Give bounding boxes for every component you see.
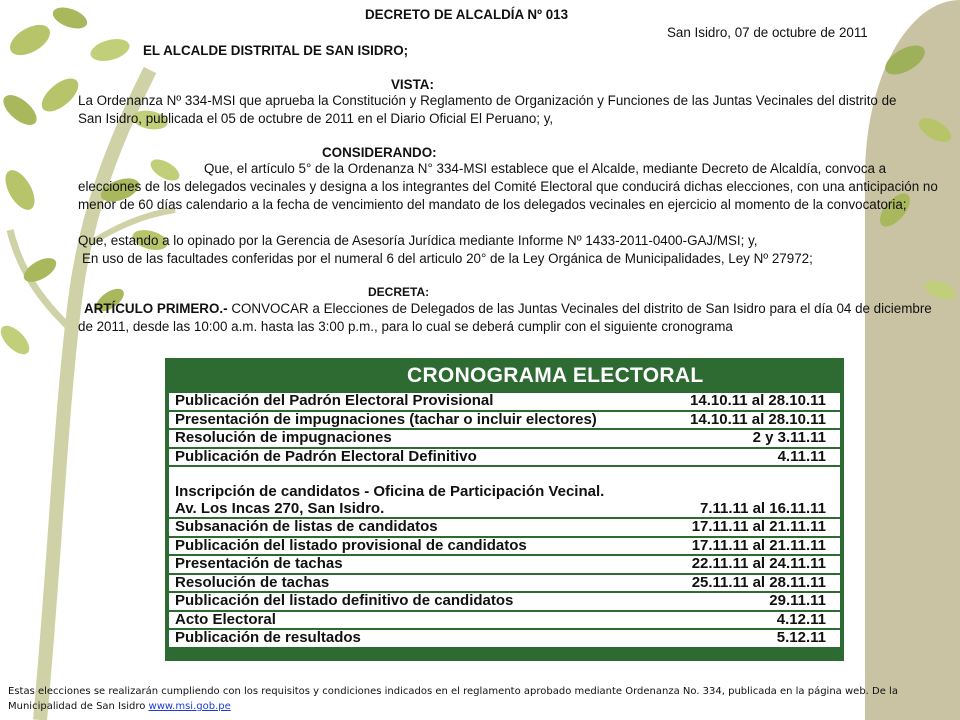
table-row: Publicación de resultados 5.12.11 bbox=[169, 630, 840, 647]
website-link[interactable]: www.msi.gob.pe bbox=[148, 701, 231, 712]
article-label: ARTÍCULO PRIMERO.- bbox=[84, 301, 228, 316]
table-row: Subsanación de listas de candidatos 17.11.11 al 21.11.11 bbox=[169, 519, 840, 536]
footer-text: Estas elecciones se realizarán cumpliendo con los requisitos y condiciones indicados en el reglamento aprobado mediante Ordenanza No. 334, publicada en la página web. De la Municipalidad de San Isidro bbox=[8, 686, 898, 712]
considerando-1: Que, el artículo 5° de la Ordenanza N° 334-MSI establece que el Alcalde, mediante Decreto de Alcaldía, convoca a elecciones de los delegados vecinales y designa a los integrantes del Comité Electoral que conducirá dichas elecciones, con una anticipación no menor de 60 días calendario a la fecha de vencimiento del mandato de los delegados vecinales en ejercicio al momento de la convocatoria; bbox=[78, 161, 938, 212]
schedule-title: CRONOGRAMA ELECTORAL bbox=[407, 364, 704, 387]
vista-text: La Ordenanza Nº 334-MSI que aprueba la Constitución y Reglamento de Organización y Funciones de las Juntas Vecinales del distrito de San Isidro, publicada el 05 de octubre de 2011 en el Diario Oficial El Peruano; y, bbox=[78, 93, 897, 126]
footer-note bbox=[8, 684, 953, 714]
article-text: CONVOCAR a Elecciones de Delegados de las Juntas Vecinales del distrito de San Isidro para el día 04 de diciembre de 2011, desde las 10:00 a.m. hasta las 3:00 p.m., para lo cual se deberá cumplir con el siguiente cronograma bbox=[78, 301, 932, 334]
article-one bbox=[78, 300, 944, 336]
considerando-2: Que, estando a lo opinado por la Gerencia de Asesoría Jurídica mediante Informe Nº 1433-2011-0400-GAJ/MSI; y, bbox=[78, 233, 758, 248]
table-row: Resolución de impugnaciones 2 y 3.11.11 bbox=[169, 430, 840, 447]
vista-heading: VISTA: bbox=[391, 77, 434, 92]
table-row: Publicación del listado provisional de candidatos 17.11.11 al 21.11.11 bbox=[169, 538, 840, 555]
table-row: Presentación de tachas 22.11.11 al 24.11.11 bbox=[169, 556, 840, 573]
table-row: Publicación del listado definitivo de candidatos 29.11.11 bbox=[169, 593, 840, 610]
considerando-3: En uso de las facultades conferidas por el numeral 6 del articulo 20° de la Ley Orgánica de Municipalidades, Ley Nº 27972; bbox=[82, 251, 813, 266]
table-row: Presentación de impugnaciones (tachar o incluir electores) 14.10.11 al 28.10.11 bbox=[169, 412, 840, 429]
authority: EL ALCALDE DISTRITAL DE SAN ISIDRO; bbox=[143, 43, 409, 58]
place-date: San Isidro, 07 de octubre de 2011 bbox=[667, 25, 868, 40]
table-row: Acto Electoral 4.12.11 bbox=[169, 612, 840, 629]
table-row: Inscripción de candidatos - Oficina de Participación Vecinal. Av. Los Incas 270, San Isidro. 7.11.11 al 16.11.11 bbox=[169, 467, 840, 517]
table-row: Resolución de tachas 25.11.11 al 28.11.11 bbox=[169, 575, 840, 592]
table-row: Publicación de Padrón Electoral Definitivo 4.11.11 bbox=[169, 449, 840, 466]
table-row: Publicación del Padrón Electoral Provisional 14.10.11 al 28.10.11 bbox=[169, 393, 840, 410]
decree-title: DECRETO DE ALCALDÍA Nº 013 bbox=[365, 7, 569, 22]
schedule-table bbox=[165, 358, 844, 661]
schedule-rows bbox=[169, 393, 840, 647]
decreta-heading: DECRETA: bbox=[368, 285, 430, 299]
considerando-heading: CONSIDERANDO: bbox=[322, 145, 437, 160]
